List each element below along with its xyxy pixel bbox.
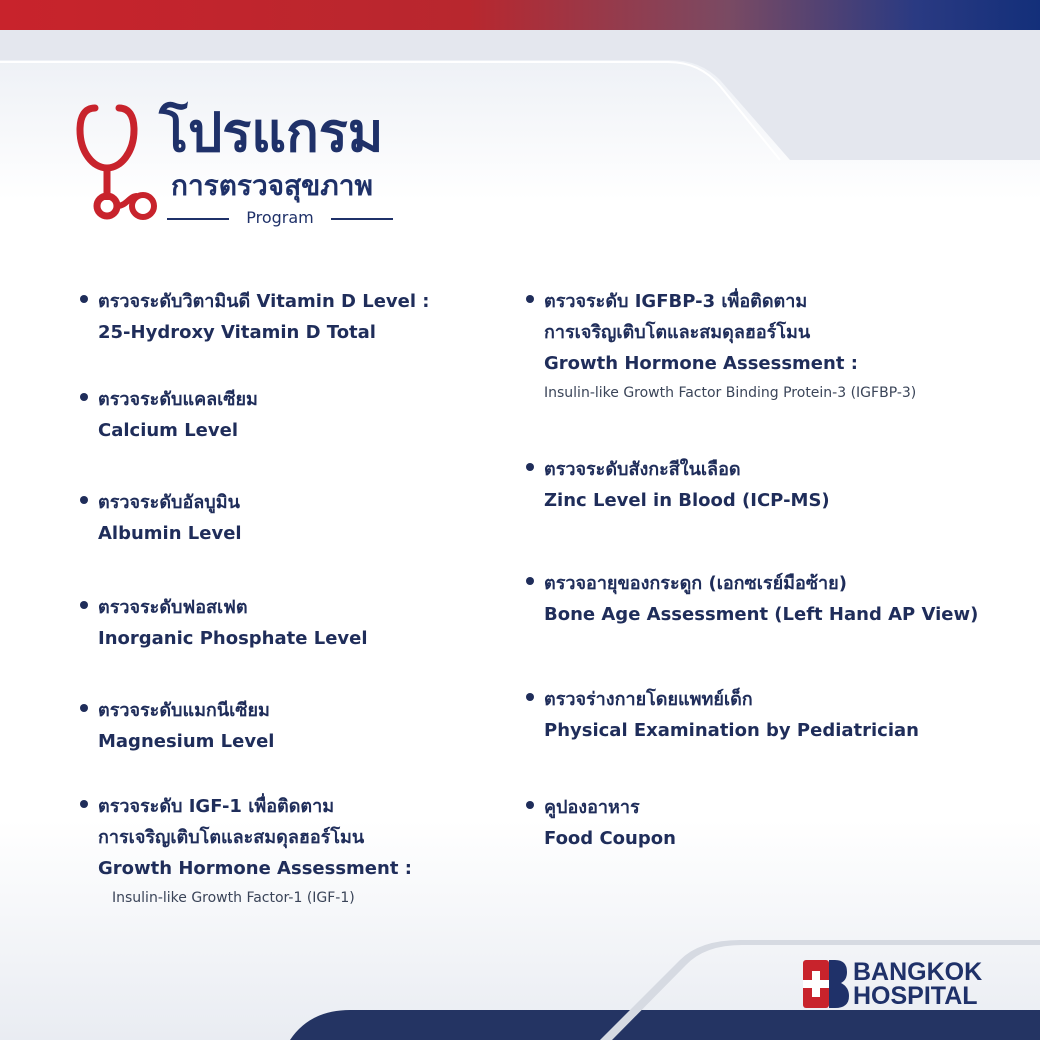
item-thai: ตรวจระดับฟอสเฟต (98, 597, 248, 618)
item-thai: ตรวจระดับ IGFBP-3 เพื่อติดตาม (544, 291, 808, 312)
item-thai: ตรวจระดับสังกะสีในเลือด (544, 459, 741, 480)
bangkok-hospital-logo-icon (803, 960, 849, 1008)
bullet-icon (526, 463, 534, 471)
bullet-icon (80, 704, 88, 712)
bullet-icon (526, 295, 534, 303)
logo-line1: BANGKOK (853, 958, 983, 986)
item-english: Magnesium Level (98, 731, 275, 752)
logo-text (853, 960, 982, 1008)
item-thai: ตรวจระดับวิตามินดี Vitamin D Level : (98, 291, 430, 312)
item-thai: ตรวจร่างกายโดยแพทย์เด็ก (544, 689, 753, 710)
item-english: Physical Examination by Pediatrician (544, 720, 919, 741)
item-english: Inorganic Phosphate Level (98, 628, 368, 649)
bullet-icon (526, 577, 534, 585)
program-subtitle: การตรวจสุขภาพ (171, 169, 373, 202)
bullet-icon (80, 496, 88, 504)
bangkok-hospital-logo (803, 958, 983, 1012)
bullet-icon (526, 801, 534, 809)
stethoscope-icon (75, 100, 157, 224)
item-thai: ตรวจระดับแมกนีเซียม (98, 700, 270, 721)
bullet-icon (80, 601, 88, 609)
item-english: Growth Hormone Assessment : (544, 353, 858, 374)
item-note: Insulin-like Growth Factor Binding Protein-3 (IGFBP-3) (544, 385, 917, 401)
item-thai: ตรวจระดับ IGF-1 เพื่อติดตาม (98, 796, 335, 817)
item-english: Bone Age Assessment (Left Hand AP View) (544, 604, 979, 625)
item-english: Calcium Level (98, 420, 238, 441)
item-thai: ตรวจระดับอัลบูมิน (98, 492, 240, 513)
item-thai-line2: การเจริญเติบโตและสมดุลฮอร์โมน (98, 827, 365, 848)
bullet-icon (80, 295, 88, 303)
item-english: 25-Hydroxy Vitamin D Total (98, 322, 376, 343)
item-thai-line2: การเจริญเติบโตและสมดุลฮอร์โมน (544, 322, 811, 343)
program-english-label (167, 208, 393, 228)
bullet-icon (526, 693, 534, 701)
item-english: Food Coupon (544, 828, 676, 849)
divider-right (331, 218, 393, 220)
item-english: Albumin Level (98, 523, 242, 544)
item-note: Insulin-like Growth Factor-1 (IGF-1) (112, 890, 355, 906)
item-english: Zinc Level in Blood (ICP-MS) (544, 490, 830, 511)
item-thai: ตรวจระดับแคลเซียม (98, 389, 258, 410)
item-thai: คูปองอาหาร (544, 797, 640, 818)
bullet-icon (80, 800, 88, 808)
item-thai: ตรวจอายุของกระดูก (เอกซเรย์มือซ้าย) (544, 573, 847, 594)
bullet-icon (80, 393, 88, 401)
program-title: โปรแกรม (159, 101, 384, 164)
item-english: Growth Hormone Assessment : (98, 858, 412, 879)
program-english-text: Program (246, 208, 314, 227)
logo-line2: HOSPITAL (853, 982, 978, 1010)
